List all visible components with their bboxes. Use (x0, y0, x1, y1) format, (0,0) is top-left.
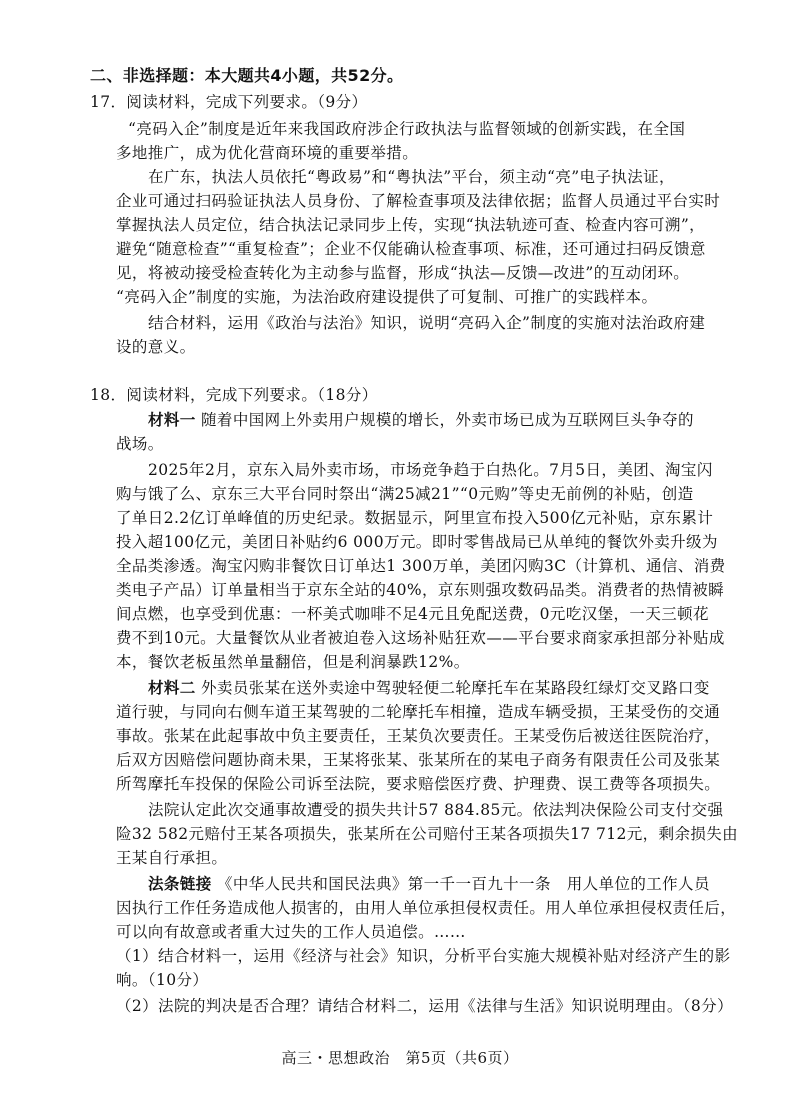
q17-p1-line: “亮码入企”制度是近年来我国政府涉企行政执法与监督领域的创新实践，在全国 (128, 120, 686, 138)
q17-header: 17．阅读材料，完成下列要求。（9分） (90, 93, 368, 111)
section-heading: 二、非选择题：本大题共4小题，共52分。 (90, 66, 404, 85)
q18-sub1-line: （1）结合材料一，运用《经济与社会》知识，分析平台实施大规模补贴对经济产生的影 (116, 947, 731, 965)
q17-p1-line: 多地推广，成为优化营商环境的重要举措。 (116, 144, 419, 162)
material2-label: 材料二 (148, 679, 196, 697)
material1-text: 随着中国网上外卖用户规模的增长，外卖市场已成为互联网巨头争夺的 (201, 411, 694, 429)
q17-task-line: 设的意义。 (116, 338, 196, 356)
q18-m2-p2-line: 法院认定此次交通事故遭受的损失共计57 884.85元。依法判决保险公司支付交强 (148, 801, 724, 819)
q18-m1-p2-line: 间点燃，也享受到优惠：一杯美式咖啡不足4元且免配送费，0元吃汉堡，一天三顿花 (116, 605, 709, 623)
q18-m1-p2-line: 本，餐饮老板虽然单量翻倍，但是利润暴跌12%。 (116, 653, 470, 671)
q18-m1-p2-line: 投入超100亿元，美团日补贴约6 000万元。即时零售战局已从单纯的餐饮外卖升级为 (116, 533, 718, 551)
q17-p2-line: 在广东，执法人员依托“粤政易”和“粤执法”平台，须主动“亮”电子执法证， (148, 168, 675, 186)
q18-material2-first-line (148, 678, 710, 698)
q18-law-first-line (148, 874, 710, 894)
q18-m2-p2-line: 王某自行承担。 (116, 849, 228, 867)
q18-sub2: （2）法院的判决是否合理？请结合材料二，运用《法律与生活》知识说明理由。（8分） (116, 997, 733, 1015)
material1-label: 材料一 (148, 411, 196, 429)
q18-m1-p2-line: 购与饿了么、京东三大平台同时祭出“满25减21”“0元购”等史无前例的补贴，创造 (116, 485, 694, 503)
q18-m2-line: 后双方因赔偿问题协商未果，王某将张某、张某所在的某电子商务有限责任公司及张某 (116, 751, 721, 769)
q17-p2-line: 企业可通过扫码验证执法人员身份、了解检查事项及法律依据；监督人员通过平台实时 (116, 192, 721, 210)
q18-sub1-line: 响。（10分） (116, 971, 209, 989)
q18-material1-first-line (148, 410, 694, 430)
q17-p2-line: 避免“随意检查”“重复检查”；企业不仅能确认检查事项、标准，还可通过扫码反馈意 (116, 240, 706, 258)
q18-m1-p2-line: 类电子产品）订单量相当于京东全站的40%，京东则强攻数码品类。消费者的热情被瞬 (116, 581, 725, 599)
q18-m1-p2-line: 了单日2.2亿订单峰值的历史纪录。数据显示，阿里宣布投入500亿元补贴，京东累计 (116, 509, 714, 527)
q18-m2-line: 事故。张某在此起事故中负主要责任，王某负次要责任。王某受伤后被送往医院治疗， (116, 727, 721, 745)
q18-law-line: 因执行工作任务造成他人损害的，由用人单位承担侵权责任。用人单位承担侵权责任后， (116, 899, 737, 917)
q18-law-line: 可以向有故意或者重大过失的工作人员追偿。…… (116, 923, 466, 941)
law-link-label: 法条链接 (148, 875, 212, 893)
q17-task-line: 结合材料，运用《政治与法治》知识，说明“亮码入企”制度的实施对法治政府建 (148, 314, 706, 332)
q18-m2-p2-line: 险32 582元赔付王某各项损失，张某所在公司赔付王某各项损失17 712元，剩余损失由 (116, 825, 739, 843)
q17-p2-line: 见，将被动接受检查转化为主动参与监督，形成“执法—反馈—改进”的互动闭环。 (116, 264, 690, 282)
page-footer: 高三・思想政治 第5页（共6页） (281, 1049, 519, 1067)
q18-m1-p2-line: 2025年2月，京东入局外卖市场，市场竞争趋于白热化。7月5日，美团、淘宝闪 (148, 461, 713, 479)
q17-p2-line: “亮码入企”制度的实施，为法治政府建设提供了可复制、可推广的实践样本。 (116, 288, 658, 306)
material2-text: 外卖员张某在送外卖途中驾驶轻便二轮摩托车在某路段红绿灯交叉路口变 (201, 679, 710, 697)
q18-m1-line: 战场。 (116, 435, 164, 453)
q18-m1-p2-line: 费不到10元。大量餐饮从业者被迫卷入这场补贴狂欢——平台要求商家承担部分补贴成 (116, 629, 725, 647)
q18-m2-line: 道行驶，与同向右侧车道王某驾驶的二轮摩托车相撞，造成车辆受损，王某受伤的交通 (116, 703, 721, 721)
q17-p2-line: 掌握执法人员定位，结合执法记录同步上传，实现“执法轨迹可查、检查内容可溯”， (116, 216, 706, 234)
q18-m1-p2-line: 全品类渗透。淘宝闪购非餐饮日订单达1 300万单，美团闪购3C（计算机、通信、消费 (116, 557, 726, 575)
q18-m2-line: 所驾摩托车投保的保险公司诉至法院，要求赔偿医疗费、护理费、误工费等各项损失。 (116, 775, 721, 793)
q18-header: 18．阅读材料，完成下列要求。（18分） (90, 386, 378, 404)
law-link-text: 《中华人民共和国民法典》第一千一百九十一条 用人单位的工作人员 (216, 875, 710, 893)
